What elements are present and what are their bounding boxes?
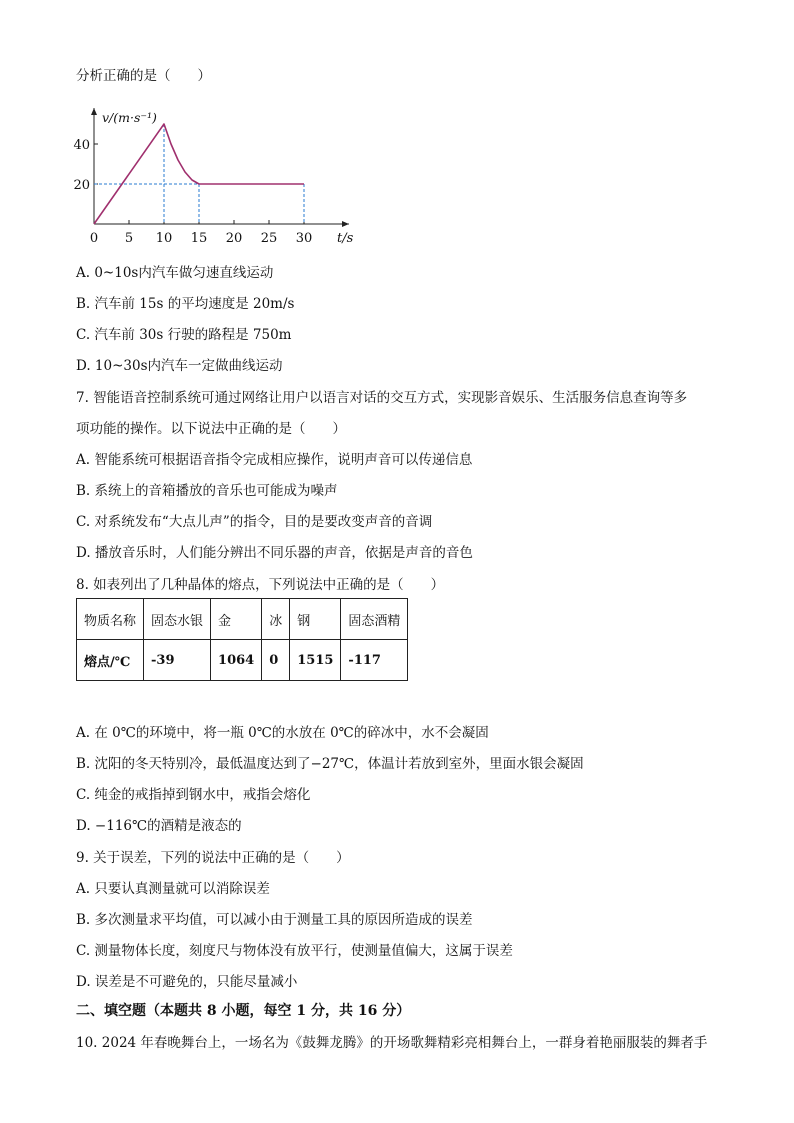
q9-option-a: A. 只要认真测量就可以消除误差 [76, 881, 270, 897]
q9-stem: 9. 关于误差，下列的说法中正确的是（ ） [76, 850, 350, 866]
y-tick-label: 20 [73, 178, 90, 193]
x-tick-label: 5 [124, 231, 134, 246]
x-tick-label: 0 [89, 231, 99, 246]
table-cell: 金 [211, 599, 262, 640]
q6-option-c: C. 汽车前 30s 行驶的路程是 750m [76, 327, 292, 343]
table-cell: -117 [341, 640, 408, 681]
q8-option-d: D. −116℃的酒精是液态的 [76, 818, 242, 834]
q6-option-d: D. 10~30s内汽车一定做曲线运动 [76, 358, 283, 374]
x-tick-label: 15 [190, 231, 208, 246]
table-cell: 物质名称 [77, 599, 144, 640]
table-cell: 1515 [290, 640, 341, 681]
q7-option-d: D. 播放音乐时，人们能分辨出不同乐器的声音，依据是声音的音色 [76, 545, 473, 561]
melting-point-table [76, 598, 408, 681]
table-cell: -39 [144, 640, 211, 681]
x-tick-label: 25 [260, 231, 278, 246]
table-cell: 冰 [262, 599, 290, 640]
x-axis-label: t/s [337, 231, 354, 246]
q8-stem: 8. 如表列出了几种晶体的熔点，下列说法中正确的是（ ） [76, 577, 445, 593]
q8-option-a: A. 在 0℃的环境中，将一瓶 0℃的水放在 0℃的碎冰中，水不会凝固 [76, 725, 489, 741]
y-tick-label: 40 [73, 138, 90, 153]
y-axis-label: v/(m·s⁻¹) [102, 110, 157, 125]
table-row [77, 640, 408, 681]
question-intro: 分析正确的是（ ） [76, 68, 211, 84]
table-cell: 0 [262, 640, 290, 681]
q7-option-c: C. 对系统发布“大点儿声”的指令，目的是要改变声音的音调 [76, 514, 433, 530]
x-tick-label: 10 [155, 231, 173, 246]
table-cell: 熔点/℃ [77, 640, 144, 681]
table-header-row [77, 599, 408, 640]
x-tick-label: 30 [295, 231, 313, 246]
q6-option-a: A. 0~10s内汽车做匀速直线运动 [76, 265, 274, 281]
q9-option-d: D. 误差是不可避免的，只能尽量减小 [76, 974, 298, 990]
q9-option-c: C. 测量物体长度，刻度尺与物体没有放平行，使测量值偏大，这属于误差 [76, 943, 513, 959]
q9-option-b: B. 多次测量求平均值，可以减小由于测量工具的原因所造成的误差 [76, 912, 473, 928]
q8-option-c: C. 纯金的戒指掉到钢水中，戒指会熔化 [76, 787, 311, 803]
q7-option-a: A. 智能系统可根据语音指令完成相应操作，说明声音可以传递信息 [76, 452, 473, 468]
table-cell: 固态水银 [144, 599, 211, 640]
velocity-time-chart [73, 96, 354, 256]
q7-stem-line1: 7. 智能语音控制系统可通过网络让用户以语言对话的交互方式，实现影音娱乐、生活服务信息查询等多 [76, 390, 688, 406]
q8-option-b: B. 沈阳的冬天特别冷，最低温度达到了−27℃，体温计若放到室外，里面水银会凝固 [76, 756, 584, 772]
y-axis-arrow [91, 108, 97, 115]
table-cell: 固态酒精 [341, 599, 408, 640]
table-cell: 1064 [211, 640, 262, 681]
x-axis-arrow [342, 221, 349, 227]
q10-stem-line1: 10. 2024 年春晚舞台上，一场名为《鼓舞龙腾》的开场歌舞精彩亮相舞台上，一群身着艳丽服装的舞者手 [76, 1035, 708, 1051]
q7-option-b: B. 系统上的音箱播放的音乐也可能成为噪声 [76, 483, 338, 499]
q6-option-b: B. 汽车前 15s 的平均速度是 20m/s [76, 296, 295, 312]
table-cell: 钢 [290, 599, 341, 640]
q7-stem-line2: 项功能的操作。以下说法中正确的是（ ） [76, 421, 346, 437]
x-tick-label: 20 [225, 231, 243, 246]
section-title: 二、填空题（本题共 8 小题，每空 1 分，共 16 分） [76, 1003, 411, 1019]
